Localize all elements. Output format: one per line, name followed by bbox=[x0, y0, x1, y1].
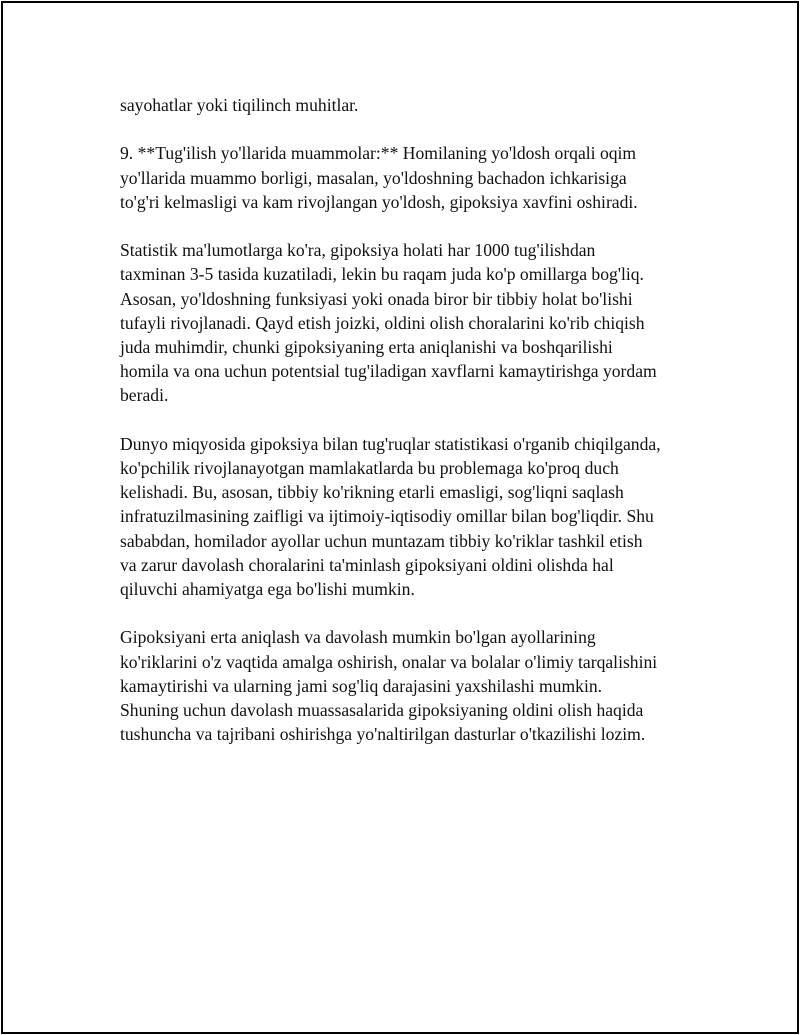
text-line: Gipoksiyani erta aniqlash va davolash mumkin bo'lgan ayollarining bbox=[120, 627, 596, 648]
document-body bbox=[120, 93, 720, 771]
text-line: kelishadi. Bu, asosan, tibbiy ko'rikning etarli emasligi, sog'liqni saqlash bbox=[120, 482, 624, 503]
text-line: yo'llarida muammo borligi, masalan, yo'ldoshning bachadon ichkarisiga bbox=[120, 167, 627, 188]
text-line: Dunyo miqyosida gipoksiya bilan tug'ruqlar statistikasi o'rganib chiqilganda, bbox=[120, 433, 661, 454]
text-line: to'g'ri kelmasligi va kam rivojlangan yo'ldosh, gipoksiya xavfini oshiradi. bbox=[120, 191, 638, 212]
text-line: infratuzilmasining zaifligi va ijtimoiy-iqtisodiy omillar bilan bog'liqdir. Shu bbox=[120, 506, 654, 527]
text-line: sayohatlar yoki tiqilinch muhitlar. bbox=[120, 95, 359, 115]
text-line: Statistik ma'lumotlarga ko'ra, gipoksiya holati har 1000 tug'ilishdan bbox=[120, 240, 596, 261]
text-line: homila va ona uchun potentsial tug'iladigan xavflarni kamaytirishga yordam bbox=[120, 361, 657, 382]
text-line: ko'pchilik rivojlanayotgan mamlakatlarda bu problemaga ko'proq duch bbox=[120, 458, 619, 478]
text-line: taxminan 3-5 tasida kuzatiladi, lekin bu raqam juda ko'p omillarga bog'liq. bbox=[120, 264, 644, 285]
text-line: beradi. bbox=[120, 385, 169, 406]
text-line: juda muhimdir, chunki gipoksiyaning erta aniqlanishi va boshqarilishi bbox=[120, 337, 613, 357]
text-line: Asosan, yo'ldoshning funksiyasi yoki onada biror bir tibbiy holat bo'lishi bbox=[120, 288, 633, 309]
text-line: Shuning uchun davolash muassasalarida gipoksiyaning oldini olish haqida bbox=[120, 700, 644, 721]
paragraph-statistics bbox=[120, 238, 720, 407]
text-line: va zarur davolash choralarini ta'minlash gipoksiyani oldini olishda hal bbox=[120, 554, 614, 575]
page-frame bbox=[1, 1, 799, 1034]
paragraph-continuation bbox=[120, 93, 720, 117]
paragraph-birth-canal-problems bbox=[120, 141, 720, 214]
text-line: sababdan, homilador ayollar uchun muntazam tibbiy ko'riklar tashkil etish bbox=[120, 530, 643, 551]
text-line: 9. **Tug'ilish yo'llarida muammolar:** Homilaning yo'ldosh orqali oqim bbox=[120, 143, 637, 164]
text-line: tushuncha va tajribani oshirishga yo'naltirilgan dasturlar o'tkazilishi lozim. bbox=[120, 724, 646, 745]
paragraph-early-detection bbox=[120, 625, 720, 746]
text-line: qiluvchi ahamiyatga ega bo'lishi mumkin. bbox=[120, 579, 415, 600]
text-line: ko'riklarini o'z vaqtida amalga oshirish, onalar va bolalar o'limiy tarqalishini bbox=[120, 651, 658, 672]
text-line: kamaytirishi va ularning jami sog'liq darajasini yaxshilashi mumkin. bbox=[120, 675, 603, 696]
text-line: tufayli rivojlanadi. Qayd etish joizki, oldini olish choralarini ko'rib chiqish bbox=[120, 312, 645, 333]
paragraph-global-statistics bbox=[120, 432, 720, 601]
